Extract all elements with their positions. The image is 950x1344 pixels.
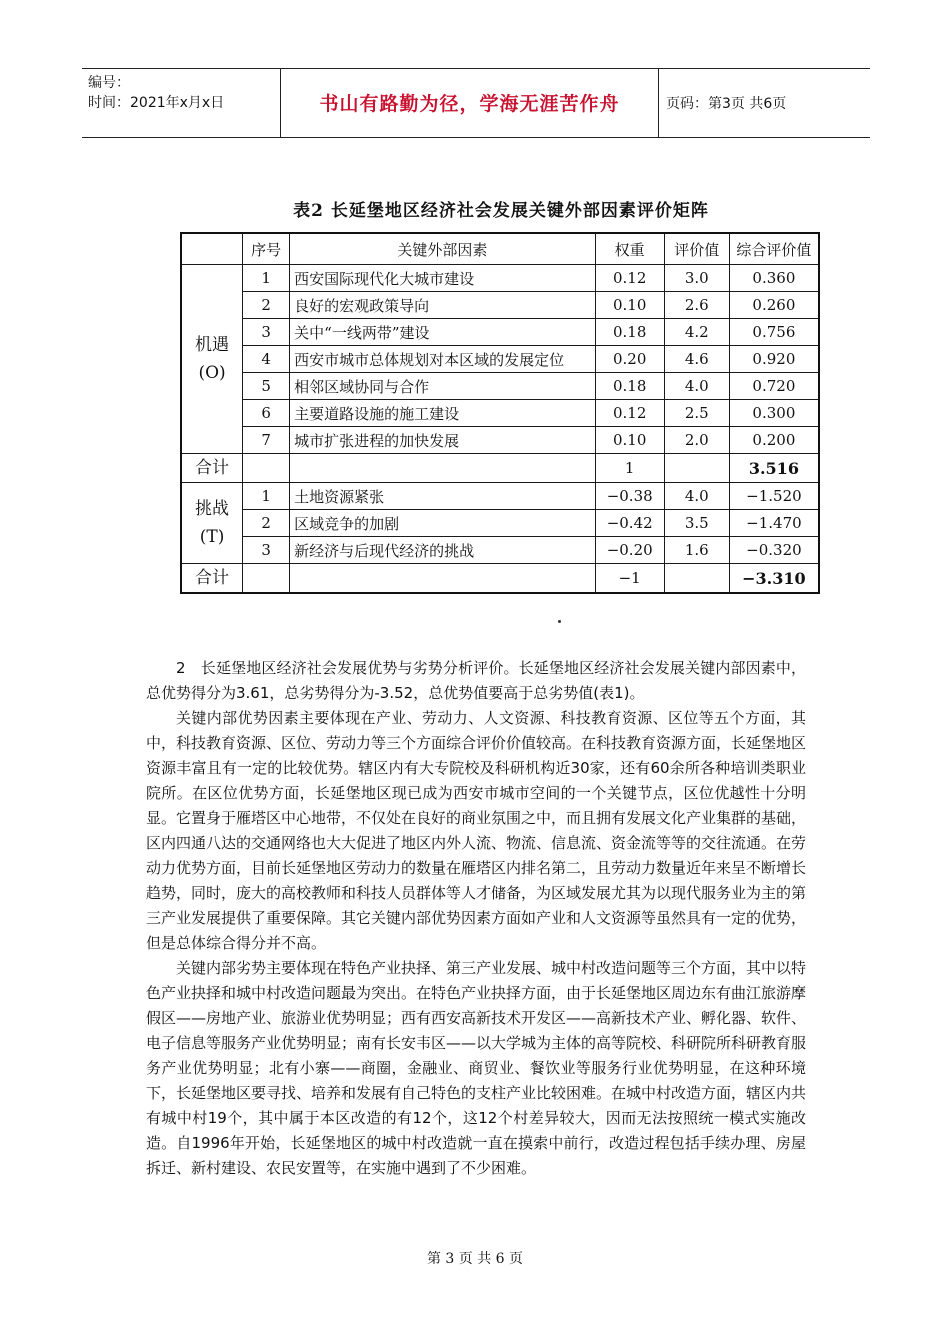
table-row (181, 427, 819, 454)
table-header-row (181, 233, 819, 265)
row-number: 4 (243, 346, 290, 373)
table-row (181, 483, 819, 510)
group-label-opportunity: 机遇 (O) (181, 265, 243, 454)
row-total: 0.200 (729, 427, 819, 454)
row-total: 0.260 (729, 292, 819, 319)
row-number: 6 (243, 400, 290, 427)
row-factor: 西安国际现代化大城市建设 (290, 265, 595, 292)
table-row (181, 292, 819, 319)
col-header-score: 评价值 (664, 233, 729, 265)
header-motto: 书山有路勤为径，学海无涯苦作舟 (319, 93, 620, 115)
row-weight: 0.18 (595, 373, 664, 400)
row-factor: 城市扩张进程的加快发展 (290, 427, 595, 454)
paragraph: 关键内部优势因素主要体现在产业、劳动力、人文资源、科技教育资源、区位等五个方面，其中，科技教育资源、区位、劳动力等三个方面综合评价价值较高。在科技教育资源方面，长延堡地区资源丰富且有一定的比较优势。辖区内有大专院校及科研机构近30家，还有60余所各种培训类职业院所。在区位优势方面，长延堡地区现已成为西安市城市空间的一个关键节点，区位优越性十分明显。它置身于雁塔区中心地带，不仅处在良好的商业氛围之中，而且拥有发展文化产业集群的基础，区内四通八达的交通网络也大大促进了地区内外人流、物流、信息流、资金流等等的交往流通。在劳动力优势方面，目前长延堡地区劳动力的数量在雁塔区内排名第二，且劳动力数量近年来呈不断增长趋势，同时，庞大的高校教师和科技人员群体等人才储备，为区域发展尤其为以现代服务业为主的第三产业发展提供了重要保障。其它关键内部优势因素方面如产业和人文资源等虽然具有一定的优势，但是总体综合得分并不高。 (146, 709, 807, 952)
row-total: 0.920 (729, 346, 819, 373)
table-sum-row (181, 454, 819, 483)
row-factor: 区域竞争的加剧 (290, 510, 595, 537)
row-score: 2.5 (664, 400, 729, 427)
number-label: 编号： (88, 75, 130, 91)
row-number: 1 (243, 265, 290, 292)
header-divider (658, 69, 659, 137)
row-factor: 主要道路设施的施工建设 (290, 400, 595, 427)
col-header-group (181, 233, 243, 265)
row-score: 4.2 (664, 319, 729, 346)
row-weight: 0.18 (595, 319, 664, 346)
table-row (181, 537, 819, 564)
row-weight: −0.38 (595, 483, 664, 510)
body-text (146, 656, 806, 1181)
row-weight: −0.20 (595, 537, 664, 564)
header-meta (88, 73, 224, 113)
row-score: 1.6 (664, 537, 729, 564)
row-score: 4.0 (664, 373, 729, 400)
row-total: 0.360 (729, 265, 819, 292)
time-label: 时间：2021年x月x日 (88, 95, 225, 111)
row-score: 4.0 (664, 483, 729, 510)
row-number: 2 (243, 510, 290, 537)
row-weight: 0.10 (595, 292, 664, 319)
sum-total: 3.516 (729, 454, 819, 483)
row-factor: 土地资源紧张 (290, 483, 595, 510)
table-row (181, 400, 819, 427)
table-title: 表2 长延堡地区经济社会发展关键外部因素评价矩阵 (293, 201, 709, 221)
table-figure (176, 190, 826, 630)
header-page-number: 页码：第3页 共6页 (666, 96, 787, 112)
table-row (181, 346, 819, 373)
group-label-threat: 挑战 (T) (181, 483, 243, 564)
row-weight: 0.12 (595, 400, 664, 427)
empty-cell (290, 564, 595, 594)
table-row (181, 510, 819, 537)
row-factor: 新经济与后现代经济的挑战 (290, 537, 595, 564)
empty-cell (243, 564, 290, 594)
sum-weight: 1 (595, 454, 664, 483)
external-factor-matrix (180, 232, 820, 594)
row-total: −0.320 (729, 537, 819, 564)
col-header-total: 综合评价值 (729, 233, 819, 265)
page-header (82, 68, 870, 138)
row-number: 7 (243, 427, 290, 454)
row-number: 2 (243, 292, 290, 319)
row-score: 2.6 (664, 292, 729, 319)
table-row (181, 319, 819, 346)
empty-cell (243, 454, 290, 483)
row-score: 3.0 (664, 265, 729, 292)
table-sum-row (181, 564, 819, 594)
sum-label: 合计 (181, 564, 243, 594)
row-weight: 0.10 (595, 427, 664, 454)
row-number: 3 (243, 537, 290, 564)
table-row (181, 265, 819, 292)
paragraph: 2 长延堡地区经济社会发展优势与劣势分析评价。长延堡地区经济社会发展关键内部因素中，总优势得分为3.61，总劣势得分为-3.52，总优势值要高于总劣势值(表1)。 (146, 659, 806, 702)
row-factor: 相邻区域协同与合作 (290, 373, 595, 400)
row-factor: 关中“一线两带”建设 (290, 319, 595, 346)
row-total: −1.520 (729, 483, 819, 510)
row-total: 0.756 (729, 319, 819, 346)
row-number: 3 (243, 319, 290, 346)
table-row (181, 373, 819, 400)
sum-label: 合计 (181, 454, 243, 483)
paragraph: 关键内部劣势主要体现在特色产业抉择、第三产业发展、城中村改造问题等三个方面，其中以特色产业抉择和城中村改造问题最为突出。在特色产业抉择方面，由于长延堡地区周边东有曲江旅游摩假区——房地产业、旅游业优势明显；西有西安高新技术开发区——高新技术产业、孵化器、软件、电子信息等服务产业优势明显；南有长安韦区——以大学城为主体的高等院校、科研院所科研教育服务产业优势明显；北有小寨——商圈，金融业、商贸业、餐饮业等服务行业优势明显，在这种环境下，长延堡地区要寻找、培养和发展有自己特色的支柱产业比较困难。在城中村改造方面，辖区内共有城中村19个，其中属于本区改造的有12个，这12个村差异较大，因而无法按照统一模式实施改造。自1996年开始，长延堡地区的城中村改造就一直在摸索中前行，改造过程包括手续办理、房屋拆迁、新村建设、农民安置等，在实施中遇到了不少困难。 (146, 959, 807, 1177)
row-score: 2.0 (664, 427, 729, 454)
row-score: 4.6 (664, 346, 729, 373)
empty-cell (664, 454, 729, 483)
row-weight: −0.42 (595, 510, 664, 537)
row-weight: 0.20 (595, 346, 664, 373)
row-total: 0.300 (729, 400, 819, 427)
row-weight: 0.12 (595, 265, 664, 292)
sum-weight: −1 (595, 564, 664, 594)
row-number: 1 (243, 483, 290, 510)
scan-dot (558, 620, 561, 623)
row-score: 3.5 (664, 510, 729, 537)
sum-total: −3.310 (729, 564, 819, 594)
row-factor: 良好的宏观政策导向 (290, 292, 595, 319)
col-header-weight: 权重 (595, 233, 664, 265)
col-header-factor: 关键外部因素 (290, 233, 595, 265)
empty-cell (664, 564, 729, 594)
col-header-number: 序号 (243, 233, 290, 265)
row-total: 0.720 (729, 373, 819, 400)
page-footer: 第 3 页 共 6 页 (426, 1251, 524, 1267)
row-number: 5 (243, 373, 290, 400)
row-total: −1.470 (729, 510, 819, 537)
row-factor: 西安市城市总体规划对本区域的发展定位 (290, 346, 595, 373)
empty-cell (290, 454, 595, 483)
